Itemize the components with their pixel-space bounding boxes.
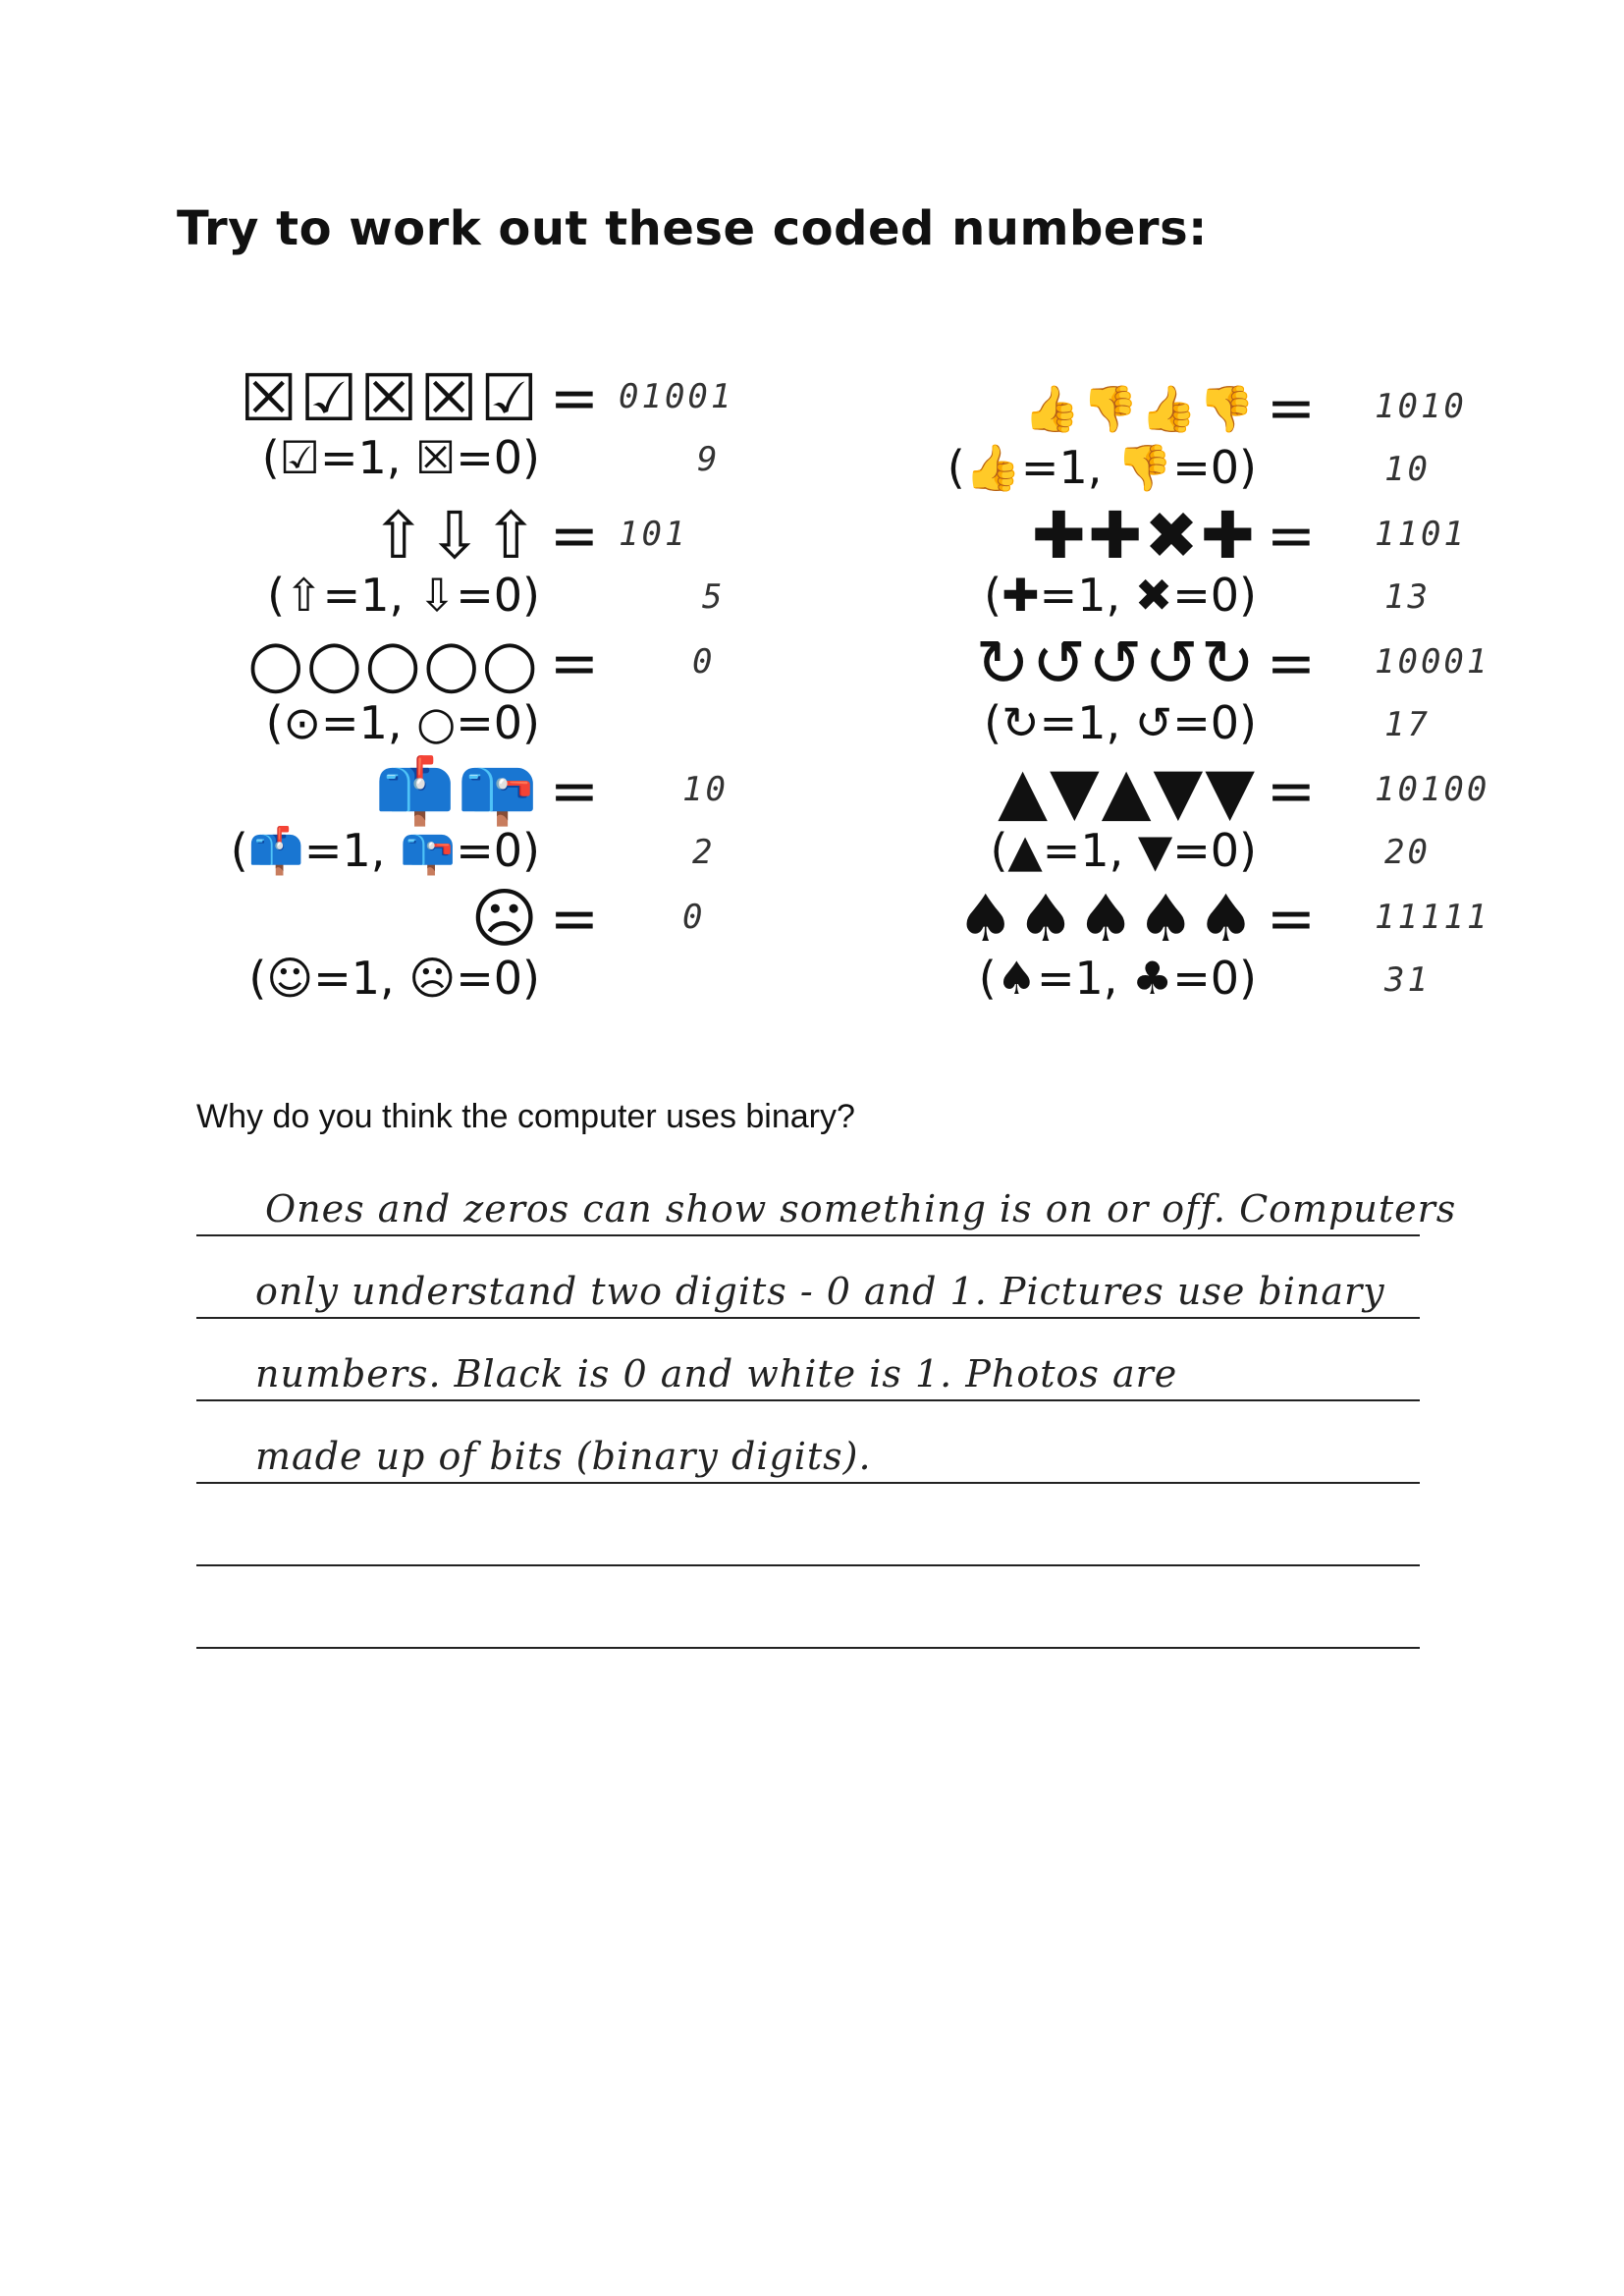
code-symbols: ↻↺↺↺↻: [975, 626, 1257, 701]
answer-line[interactable]: [196, 1566, 1420, 1649]
answer-binary[interactable]: 1101: [1375, 515, 1467, 554]
answer-binary[interactable]: 1010: [1375, 387, 1467, 426]
equals-sign: =: [1266, 629, 1316, 698]
code-legend: (👍=1, 👎=0): [947, 441, 1257, 494]
equals-sign: =: [549, 757, 599, 826]
answer-binary[interactable]: 10100: [1375, 770, 1490, 809]
page-title: Try to work out these coded numbers:: [177, 201, 1208, 256]
equals-sign: =: [1266, 885, 1316, 954]
code-symbols: ♠♠♠♠♠: [956, 881, 1257, 957]
answer-decimal[interactable]: 10: [1384, 450, 1431, 489]
answer-line[interactable]: [196, 1401, 1420, 1484]
answer-decimal[interactable]: 9: [697, 440, 721, 479]
answer-line[interactable]: [196, 1319, 1420, 1401]
answer-decimal[interactable]: 13: [1384, 577, 1431, 617]
equals-sign: =: [549, 502, 599, 571]
code-symbols: ○○○○○: [247, 626, 540, 701]
code-legend: (♠=1, ♣=0): [978, 952, 1257, 1005]
answer-binary[interactable]: 101: [619, 515, 688, 554]
question-text: Why do you think the computer uses binary?: [196, 1098, 855, 1135]
answer-lines[interactable]: [196, 1154, 1457, 1649]
equals-sign: =: [1266, 502, 1316, 571]
code-legend: (📫=1, 📪=0): [230, 824, 540, 877]
answer-binary[interactable]: 0: [682, 898, 706, 937]
equals-sign: =: [1266, 374, 1316, 443]
answer-decimal[interactable]: 20: [1384, 833, 1431, 872]
answer-line[interactable]: [196, 1484, 1420, 1566]
handwritten-answer: made up of bits (binary digits).: [255, 1435, 872, 1478]
equals-sign: =: [549, 364, 599, 433]
code-symbols: 👍👎👍👎: [1023, 382, 1257, 435]
equals-sign: =: [1266, 757, 1316, 826]
answer-decimal[interactable]: 31: [1384, 960, 1431, 1000]
code-symbols: 📫📪: [374, 753, 540, 829]
handwritten-answer: numbers. Black is 0 and white is 1. Photos are: [255, 1352, 1178, 1395]
code-legend: (☑=1, ☒=0): [261, 431, 540, 484]
code-symbols: ⇧⇩⇧: [371, 498, 540, 574]
answer-binary[interactable]: 11111: [1375, 898, 1490, 937]
answer-line[interactable]: [196, 1154, 1457, 1236]
answer-line[interactable]: [196, 1236, 1420, 1319]
answer-binary[interactable]: 0: [692, 642, 716, 682]
equals-sign: =: [549, 629, 599, 698]
code-legend: (✚=1, ✖=0): [984, 569, 1257, 622]
handwritten-answer: Ones and zeros can show something is on or off. Computers: [265, 1187, 1457, 1230]
answer-binary[interactable]: 10001: [1375, 642, 1490, 682]
answer-binary[interactable]: 10: [682, 770, 729, 809]
handwritten-answer: only understand two digits - 0 and 1. Pictures use binary: [255, 1270, 1385, 1313]
code-symbols: ☒☑☒☒☑: [240, 360, 540, 436]
code-legend: (☺=1, ☹=0): [248, 952, 540, 1005]
equals-sign: =: [549, 885, 599, 954]
code-symbols: ▲▼▲▼▼: [998, 753, 1257, 829]
answer-decimal[interactable]: 5: [702, 577, 726, 617]
answer-decimal[interactable]: 17: [1384, 705, 1431, 744]
code-symbols: ✚✚✖✚: [1031, 498, 1257, 574]
code-symbols: ☹: [470, 881, 540, 957]
answer-binary[interactable]: 01001: [619, 377, 734, 416]
code-legend: (▲=1, ▼=0): [990, 824, 1257, 877]
code-legend: (↻=1, ↺=0): [984, 696, 1257, 749]
code-legend: (⊙=1, ○=0): [265, 696, 540, 749]
answer-decimal[interactable]: 2: [692, 833, 716, 872]
code-legend: (⇧=1, ⇩=0): [267, 569, 540, 622]
